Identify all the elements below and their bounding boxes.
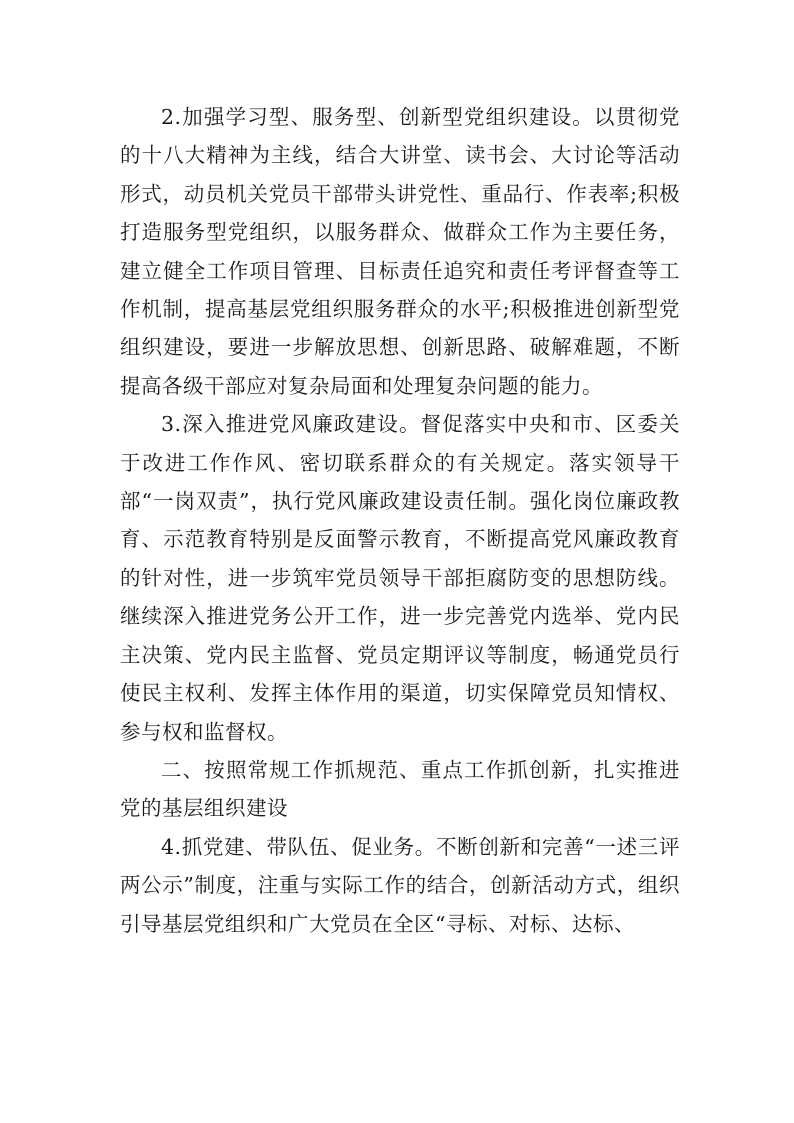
paragraph-item-2-learning-service-innovation: 2.加强学习型、服务型、创新型党组织建设。以贯彻党的十八大精神为主线，结合大讲堂、读书会、大讨论等活动形式，动员机关党员干部带头讲党性、重品行、作表率;积极打造服务型党组织，以服务群众、做群众工作为主要任务，建立健全工作项目管理、目标责任追究和责任考评督查等工作机制，提高基层党组织服务群众的水平;积极推进创新型党组织建设，要进一步解放思想、创新思路、破解难题，不断提高各级干部应对复杂局面和处理复杂问题的能力。 [120,105,680,398]
paragraph-item-3-anti-corruption: 3.深入推进党风廉政建设。督促落实中央和市、区委关于改进工作作风、密切联系群众的有关规定。落实领导干部“一岗双责”，执行党风廉政建设责任制。强化岗位廉政教育、示范教育特别是反面警示教育，不断提高党风廉政教育的针对性，进一步筑牢党员领导干部拒腐防变的思想防线。继续深入推进党务公开工作，进一步完善党内选举、党内民主决策、党内民主监督、党员定期评议等制度，畅通党员行使民主权利、发挥主体作用的渠道，切实保障党员知情权、参与权和监督权。 [120,412,680,744]
document-body [120,98,680,943]
paragraph-item-4-party-building: 4.抓党建、带队伍、促业务。不断创新和完善“一述三评两公示”制度，注重与实际工作的结合，创新活动方式，组织引导基层党组织和广大党员在全区“寻标、对标、达标、 [120,834,680,936]
section-heading-2: 二、按照常规工作抓规范、重点工作抓创新，扎实推进党的基层组织建设 [120,757,680,821]
